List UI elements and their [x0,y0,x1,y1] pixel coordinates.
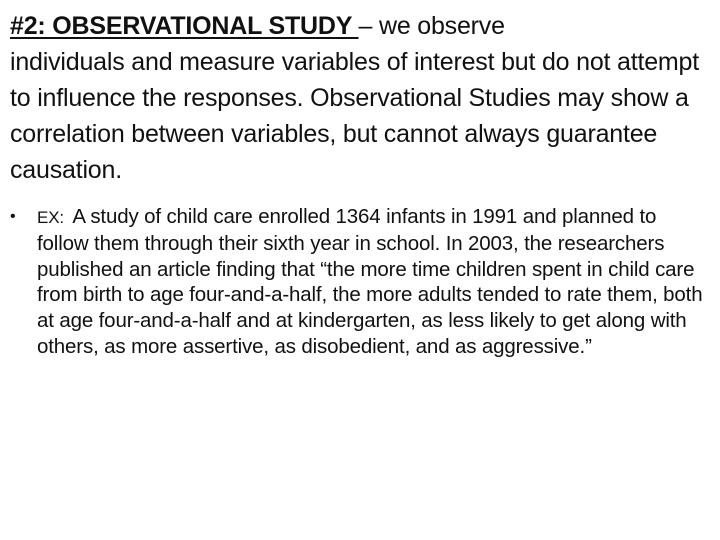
definition-paragraph [10,8,710,188]
example-label: EX: [37,208,64,227]
term-separator: – [358,12,379,40]
definition-body: individuals and measure variables of interest but do not attempt to influence the responses. Observational Studies may show a correlation between variables, but cannot always guarantee causation. [10,48,699,184]
definition-lead: we observe [378,12,505,40]
term-heading: #2: OBSERVATIONAL STUDY [10,12,359,40]
example-text: A study of child care enrolled 1364 infants in 1991 and planned to follow them through their sixth year in school. In 2003, the researchers published an article finding that “the more time children spent in child care from birth to age four-and-a-half, the more adults tended to rate them, both at age four-and-a-half and at kindergarten, as less likely to get along with others, as more assertive, as disobedient, and as aggressive.” [37,205,703,358]
example-bullet-item [10,204,710,360]
bullet-icon: • [10,208,16,225]
